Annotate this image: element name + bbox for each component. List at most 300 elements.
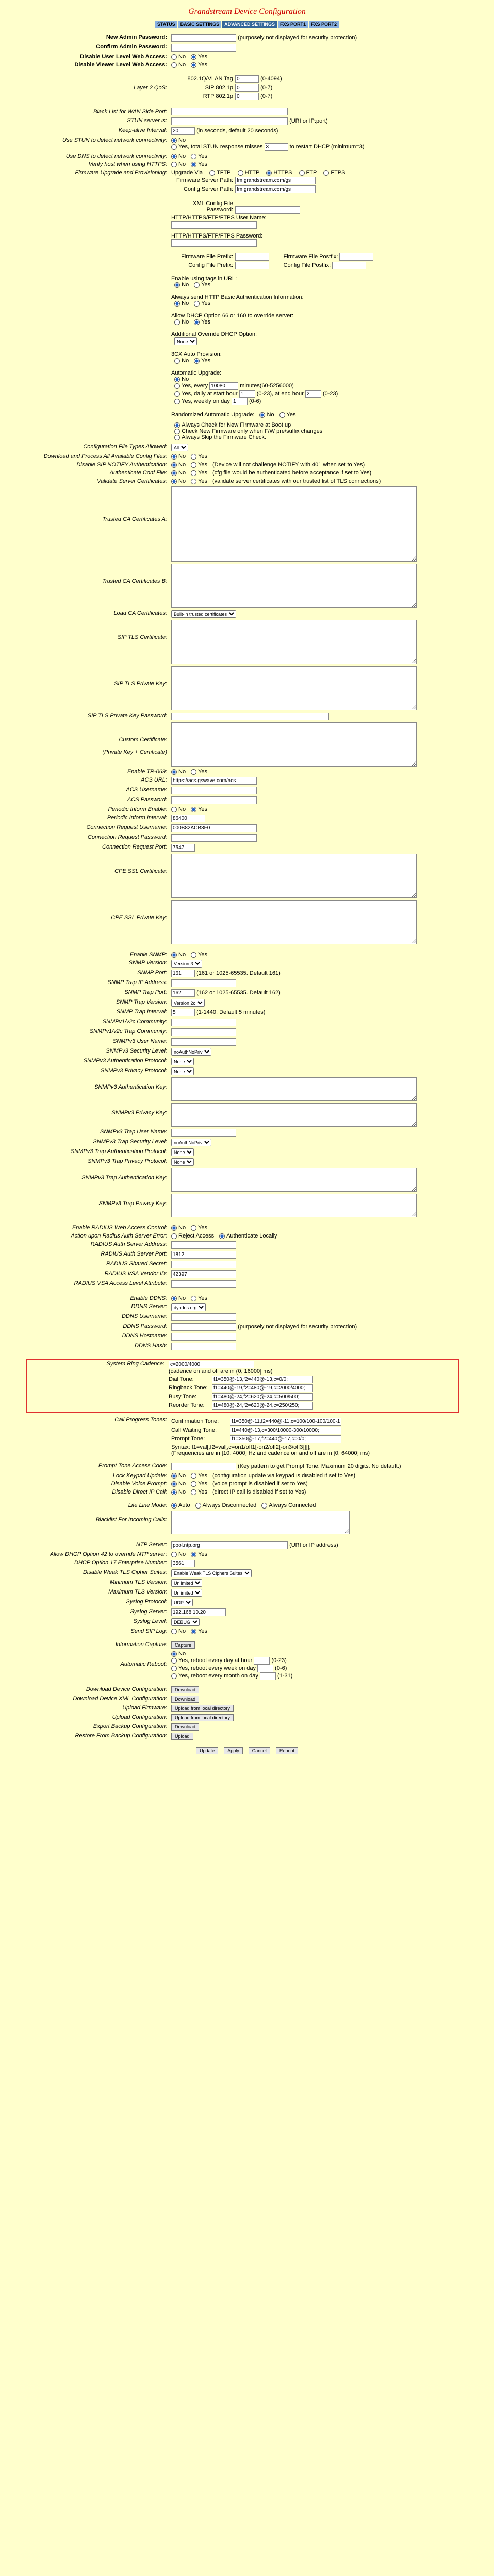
snmp-v3-sec-select[interactable] bbox=[171, 1048, 211, 1056]
snmp-trap-interval-input[interactable] bbox=[171, 1009, 195, 1016]
radio-yes[interactable] bbox=[191, 807, 196, 812]
label: Blacklist For Incoming Calls: bbox=[95, 1517, 167, 1523]
radio-reboot-daily[interactable] bbox=[171, 1658, 177, 1664]
conn-user-input[interactable] bbox=[171, 824, 257, 832]
radio-yes[interactable] bbox=[191, 470, 196, 476]
label: SNMP Trap IP Address: bbox=[107, 979, 167, 986]
snmp-v3-priv-key-textarea[interactable] bbox=[171, 1103, 417, 1127]
cpe-cert-textarea[interactable] bbox=[171, 854, 417, 898]
radio-no[interactable] bbox=[174, 358, 180, 364]
ring-cadence-section bbox=[26, 1359, 459, 1413]
stun-misses-input[interactable] bbox=[265, 143, 288, 151]
opt: No bbox=[178, 1551, 186, 1557]
label: Download and Process All Available Config Files: bbox=[43, 453, 167, 460]
label: Layer 2 QoS: bbox=[134, 84, 167, 91]
radio-no[interactable] bbox=[259, 412, 265, 418]
radio-yes[interactable] bbox=[194, 282, 200, 288]
radio-https[interactable] bbox=[266, 170, 272, 176]
prompt-tone-input[interactable] bbox=[230, 1435, 341, 1443]
blacklist-wan-input[interactable] bbox=[171, 108, 288, 115]
fw-postfix-input[interactable] bbox=[339, 253, 373, 261]
radio-no[interactable] bbox=[171, 54, 177, 60]
opt: Yes bbox=[198, 62, 208, 68]
snmp-v3-trap-auth-select[interactable] bbox=[171, 1148, 194, 1156]
radio-no[interactable] bbox=[171, 62, 177, 68]
nav-basic[interactable]: BASIC SETTINGS bbox=[178, 21, 222, 28]
radio-yes[interactable] bbox=[279, 412, 285, 418]
sip-tls-cert-textarea[interactable] bbox=[171, 620, 417, 664]
radio-no[interactable] bbox=[171, 162, 177, 167]
label: Verify host when using HTTPS: bbox=[88, 161, 167, 167]
radio-no[interactable] bbox=[171, 1629, 177, 1634]
settings-form-2 bbox=[10, 1416, 484, 1741]
radio-yes[interactable] bbox=[191, 1473, 196, 1479]
radio-check-change[interactable] bbox=[174, 429, 180, 434]
radio-reject[interactable] bbox=[171, 1233, 177, 1239]
radius-secret-input[interactable] bbox=[171, 1261, 236, 1268]
label: SNMPv3 Authentication Protocol: bbox=[83, 1058, 167, 1064]
upgrade-end-hour-input[interactable] bbox=[305, 390, 321, 398]
snmp-v3-user-input[interactable] bbox=[171, 1038, 236, 1046]
radio-no[interactable] bbox=[171, 1489, 177, 1495]
label: SNMPv3 Trap Authentication Protocol: bbox=[70, 1148, 167, 1155]
radio-reboot-weekly[interactable] bbox=[171, 1666, 177, 1671]
snmp-community-input[interactable] bbox=[171, 1019, 236, 1026]
reorder-tone-input[interactable] bbox=[212, 1402, 313, 1410]
opt: Yes bbox=[198, 1481, 208, 1487]
radio-ftp[interactable] bbox=[299, 170, 305, 176]
label: ACS URL: bbox=[141, 777, 167, 783]
radius-server-input[interactable] bbox=[171, 1241, 236, 1249]
label: 802.1Q/VLAN Tag bbox=[187, 76, 233, 82]
label: Keep-alive Interval: bbox=[118, 127, 167, 133]
opt: Always Disconnected bbox=[202, 1502, 257, 1509]
radius-vsa-attr-input[interactable] bbox=[171, 1280, 236, 1288]
nav-status[interactable]: STATUS bbox=[155, 21, 177, 28]
opt: Yes bbox=[201, 319, 211, 325]
dhcp17-input[interactable] bbox=[171, 1560, 195, 1567]
radio-no[interactable] bbox=[171, 1481, 177, 1487]
radio-http[interactable] bbox=[238, 170, 243, 176]
radio-weekly[interactable] bbox=[174, 399, 180, 404]
xml-password-input[interactable] bbox=[235, 206, 300, 214]
radio-yes[interactable] bbox=[191, 769, 196, 775]
radio-no[interactable] bbox=[174, 282, 180, 288]
opt: Yes bbox=[198, 806, 208, 812]
label: Randomized Automatic Upgrade: bbox=[171, 412, 255, 418]
label: Download Device XML Configuration: bbox=[73, 1696, 167, 1702]
radius-vsa-input[interactable] bbox=[171, 1270, 236, 1278]
ring-cadence-input[interactable] bbox=[169, 1361, 254, 1368]
label: Firmware File Postfix: bbox=[283, 253, 338, 260]
radio-yes[interactable] bbox=[191, 62, 196, 68]
label: XML Config File Password: bbox=[193, 200, 233, 213]
radio-no[interactable] bbox=[171, 154, 177, 159]
label: DDNS Username: bbox=[121, 1313, 167, 1319]
radio-yes[interactable] bbox=[191, 462, 196, 468]
label: Connection Request Username: bbox=[86, 824, 167, 831]
reboot-button[interactable]: Reboot bbox=[276, 1747, 298, 1754]
download-config-button[interactable]: Download bbox=[171, 1686, 199, 1693]
ddns-pass-input[interactable] bbox=[171, 1323, 236, 1331]
snmp-v3-priv-select[interactable] bbox=[171, 1067, 194, 1075]
dhcp-option-select[interactable] bbox=[174, 337, 197, 345]
radio-no[interactable] bbox=[171, 807, 177, 812]
opt: Check New Firmware only when F/W pre/suffix changes bbox=[182, 428, 323, 434]
label: System Ring Cadence: bbox=[106, 1361, 164, 1367]
radio-reboot-monthly[interactable] bbox=[171, 1673, 177, 1679]
label: Trusted CA Certificates A: bbox=[102, 516, 167, 522]
cfg-postfix-input[interactable] bbox=[332, 262, 366, 269]
snmp-trap-version-select[interactable] bbox=[171, 999, 205, 1007]
label: HTTP/HTTPS/FTP/FTPS User Name: bbox=[171, 215, 267, 221]
radio-no[interactable] bbox=[174, 377, 180, 382]
label: Config File Prefix: bbox=[188, 262, 233, 268]
snmp-v3-auth-select[interactable] bbox=[171, 1058, 194, 1065]
opt: Yes bbox=[198, 1489, 208, 1495]
radio-always-connected[interactable] bbox=[261, 1503, 267, 1509]
radio-no[interactable] bbox=[171, 1225, 177, 1231]
custom-cert-textarea[interactable] bbox=[171, 722, 417, 767]
label: Information Capture: bbox=[115, 1641, 167, 1648]
label: Automatic Upgrade: bbox=[171, 370, 222, 376]
label: Black List for WAN Side Port: bbox=[93, 109, 167, 115]
footer-buttons bbox=[10, 1741, 484, 1760]
ddns-user-input[interactable] bbox=[171, 1313, 236, 1321]
confirmation-tone-input[interactable] bbox=[230, 1418, 341, 1426]
restore-backup-button[interactable]: Upload bbox=[171, 1733, 193, 1740]
top-nav bbox=[10, 21, 484, 28]
apply-button[interactable]: Apply bbox=[224, 1747, 243, 1754]
label: SNMPv3 Privacy Protocol: bbox=[101, 1067, 167, 1074]
radio-local[interactable] bbox=[219, 1233, 225, 1239]
tls-max-select[interactable] bbox=[171, 1589, 202, 1597]
note: (purposely not displayed for security protection) bbox=[238, 1324, 357, 1330]
radio-yes[interactable] bbox=[191, 454, 196, 460]
opt: No bbox=[182, 282, 189, 288]
opt: Yes bbox=[198, 1472, 208, 1479]
opt: Yes bbox=[198, 153, 208, 159]
radio-no[interactable] bbox=[171, 138, 177, 143]
radio-yes[interactable] bbox=[194, 301, 200, 307]
snmp-v3-trap-priv-select[interactable] bbox=[171, 1158, 194, 1166]
opt: Always Skip the Firmware Check. bbox=[182, 434, 266, 440]
opt: Yes bbox=[198, 54, 208, 60]
radio-yes[interactable] bbox=[191, 1225, 196, 1231]
cpe-key-textarea[interactable] bbox=[171, 900, 417, 944]
label: Busy Tone: bbox=[169, 1394, 197, 1400]
opt: No bbox=[178, 62, 186, 68]
note: (162 or 1025-65535. Default 162) bbox=[196, 990, 281, 996]
ddns-server-select[interactable] bbox=[171, 1303, 206, 1311]
syslog-protocol-select[interactable] bbox=[171, 1599, 193, 1606]
label: Action upon Radius Auth Server Error: bbox=[71, 1233, 167, 1239]
radio-yes[interactable] bbox=[191, 1552, 196, 1557]
radio-yes[interactable] bbox=[191, 54, 196, 60]
radio-auto[interactable] bbox=[171, 1503, 177, 1509]
label: Upgrade Via bbox=[171, 170, 203, 176]
opt: Yes bbox=[286, 412, 296, 418]
label: Enable TR-069: bbox=[127, 769, 167, 775]
note: (direct IP call is disabled if set to Yes) bbox=[212, 1489, 306, 1495]
label: SNMPv3 Privacy Key: bbox=[111, 1110, 167, 1116]
note: (Frequencies are in [10, 4000] Hz and cadence on and off are in [0, 64000] ms) bbox=[171, 1450, 370, 1456]
reboot-hour-input[interactable] bbox=[254, 1657, 270, 1665]
opt: No bbox=[178, 1651, 186, 1657]
label: Firmware Server Path: bbox=[176, 177, 233, 183]
note: (configuration update via keypad is disabled if set to Yes) bbox=[212, 1472, 356, 1479]
http-pass-input[interactable] bbox=[171, 239, 257, 247]
label: Connection Request Port: bbox=[102, 844, 167, 850]
radio-no[interactable] bbox=[171, 1651, 177, 1657]
label: CPE SSL Private Key: bbox=[111, 914, 167, 921]
opt: No bbox=[178, 453, 186, 460]
label: CPE SSL Certificate: bbox=[114, 868, 167, 874]
radio-tftp[interactable] bbox=[209, 170, 215, 176]
note: (validate server certificates with our trusted list of TLS connections) bbox=[212, 478, 381, 484]
opt: No bbox=[178, 1295, 186, 1301]
label: Config Server Path: bbox=[184, 186, 233, 192]
label: Send SIP Log: bbox=[130, 1628, 167, 1634]
snmp-v3-auth-key-textarea[interactable] bbox=[171, 1077, 417, 1101]
label: Connection Request Password: bbox=[87, 834, 167, 840]
label: SNMP Port: bbox=[137, 970, 167, 976]
note: Syntax: f1=val[,f2=val[,c=on1/off1[-on2/off2[-on3/off3]]]]; bbox=[171, 1444, 311, 1450]
label: SNMPv3 Trap Authentication Key: bbox=[81, 1175, 167, 1181]
snmp-trap-community-input[interactable] bbox=[171, 1028, 236, 1036]
update-button[interactable]: Update bbox=[196, 1747, 218, 1754]
radio-yes[interactable] bbox=[191, 952, 196, 958]
opt: No bbox=[178, 1225, 186, 1231]
label: Custom Certificate: bbox=[119, 737, 167, 743]
label: DDNS Password: bbox=[123, 1323, 167, 1329]
export-backup-button[interactable]: Download bbox=[171, 1723, 199, 1731]
snmp-v3-trap-auth-key-textarea[interactable] bbox=[171, 1168, 417, 1192]
stun-server-input[interactable] bbox=[171, 117, 288, 125]
note: (purposely not displayed for security protection) bbox=[238, 35, 357, 41]
opt: Yes, daily at start hour bbox=[182, 391, 238, 397]
radio-daily[interactable] bbox=[174, 391, 180, 397]
radio-no[interactable] bbox=[171, 479, 177, 484]
sip-8021p-input[interactable] bbox=[235, 84, 259, 92]
label: Upload Configuration: bbox=[112, 1714, 167, 1720]
ddns-hash-input[interactable] bbox=[171, 1343, 236, 1350]
label: Enable RADIUS Web Access Control: bbox=[72, 1225, 167, 1231]
syslog-server-input[interactable] bbox=[171, 1608, 226, 1616]
radio-ftps[interactable] bbox=[323, 170, 329, 176]
reboot-weekday-input[interactable] bbox=[257, 1665, 273, 1672]
label: Firmware Upgrade and Provisioning: bbox=[75, 170, 167, 176]
snmp-v3-trap-sec-select[interactable] bbox=[171, 1139, 211, 1146]
opt: Yes bbox=[198, 1628, 208, 1634]
label: Always send HTTP Basic Authentication Information: bbox=[171, 294, 304, 300]
radio-yes[interactable] bbox=[191, 154, 196, 159]
label: Upload Firmware: bbox=[122, 1705, 167, 1711]
confirm-admin-password-input[interactable] bbox=[171, 44, 236, 52]
admin-password-input[interactable] bbox=[171, 34, 236, 42]
label: Use DNS to detect network connectivity: bbox=[65, 153, 167, 159]
radio-no[interactable] bbox=[174, 319, 180, 325]
radio-yes[interactable] bbox=[194, 319, 200, 325]
config-server-input[interactable] bbox=[235, 185, 316, 193]
upgrade-minutes-input[interactable] bbox=[209, 382, 238, 390]
ringback-tone-input[interactable] bbox=[212, 1384, 313, 1392]
opt: Reject Access bbox=[178, 1233, 215, 1239]
call-waiting-tone-input[interactable] bbox=[230, 1427, 341, 1434]
nav-fxs1[interactable]: FXS PORT1 bbox=[278, 21, 308, 28]
snmp-trap-port-input[interactable] bbox=[171, 989, 195, 997]
radio-no[interactable] bbox=[174, 301, 180, 307]
label: SNMPv1/v2c Community: bbox=[102, 1019, 167, 1025]
nav-advanced[interactable]: ADVANCED SETTINGS bbox=[222, 21, 277, 28]
sip-tls-pass-input[interactable] bbox=[171, 713, 329, 720]
radio-yes[interactable] bbox=[191, 1296, 196, 1301]
note: (1-1440. Default 5 minutes) bbox=[196, 1009, 266, 1015]
radio-yes[interactable] bbox=[191, 1489, 196, 1495]
radio-yes[interactable] bbox=[191, 479, 196, 484]
note: (voice prompt is disabled if set to Yes) bbox=[212, 1481, 308, 1487]
label: Disable User Level Web Access: bbox=[80, 54, 167, 60]
cfg-prefix-input[interactable] bbox=[235, 262, 269, 269]
sip-tls-key-textarea[interactable] bbox=[171, 666, 417, 710]
opt: Yes bbox=[198, 769, 208, 775]
note: minutes(60-5256000) bbox=[240, 383, 294, 389]
snmp-version-select[interactable] bbox=[171, 960, 202, 968]
radio-yes[interactable] bbox=[171, 144, 177, 150]
capture-button[interactable]: Capture bbox=[171, 1641, 195, 1649]
radio-check-boot[interactable] bbox=[174, 422, 180, 428]
blacklist-calls-textarea[interactable] bbox=[171, 1511, 350, 1534]
opt: FTPS bbox=[331, 170, 345, 176]
label: Enable SNMP: bbox=[129, 952, 167, 958]
config-types-select[interactable] bbox=[171, 444, 188, 451]
radio-no[interactable] bbox=[171, 454, 177, 460]
http-user-input[interactable] bbox=[171, 221, 257, 229]
trusted-ca-a-textarea[interactable] bbox=[171, 486, 417, 562]
opt: Yes bbox=[198, 161, 208, 167]
label: Maximum TLS Version: bbox=[108, 1589, 167, 1595]
conn-port-input[interactable] bbox=[171, 844, 195, 852]
radio-no[interactable] bbox=[171, 952, 177, 958]
label: Dial Tone: bbox=[169, 1376, 194, 1382]
opt: Yes bbox=[198, 1225, 208, 1231]
reboot-monthday-input[interactable] bbox=[260, 1672, 276, 1680]
label: Export Backup Configuration: bbox=[93, 1723, 167, 1730]
dial-tone-input[interactable] bbox=[212, 1376, 313, 1383]
radio-always-disconnected[interactable] bbox=[195, 1503, 201, 1509]
label: New Admin Password: bbox=[106, 34, 167, 40]
tls-cipher-select[interactable] bbox=[171, 1569, 252, 1577]
opt: No bbox=[178, 478, 186, 484]
upload-config-button[interactable]: Upload from local directory bbox=[171, 1714, 234, 1721]
label: Validate Server Certificates: bbox=[97, 478, 167, 484]
radius-port-input[interactable] bbox=[171, 1251, 236, 1259]
rtp-8021p-input[interactable] bbox=[235, 93, 259, 100]
opt: Yes bbox=[198, 470, 208, 476]
ddns-host-input[interactable] bbox=[171, 1333, 236, 1341]
label: SNMPv3 Authentication Key: bbox=[94, 1084, 167, 1090]
note: (161 or 1025-65535. Default 161) bbox=[196, 970, 281, 976]
opt: Yes, every bbox=[182, 383, 208, 389]
label: RADIUS VSA Access Level Attribute: bbox=[74, 1280, 167, 1286]
note: (0-23) bbox=[271, 1657, 287, 1664]
syslog-level-select[interactable] bbox=[171, 1618, 200, 1626]
load-ca-select[interactable] bbox=[171, 610, 236, 618]
note: (URI or IP address) bbox=[289, 1542, 338, 1548]
tls-min-select[interactable] bbox=[171, 1579, 202, 1587]
label: DHCP Option 17 Enterprise Number: bbox=[74, 1560, 167, 1566]
label: SNMP Version: bbox=[128, 960, 167, 966]
radio-no[interactable] bbox=[171, 1473, 177, 1479]
radio-no[interactable] bbox=[171, 1552, 177, 1557]
radio-yes[interactable] bbox=[191, 1481, 196, 1487]
label: Syslog Protocol: bbox=[126, 1599, 167, 1605]
busy-tone-input[interactable] bbox=[212, 1393, 313, 1401]
upgrade-day-input[interactable] bbox=[232, 398, 248, 405]
radio-yes[interactable] bbox=[191, 1629, 196, 1634]
note: (cadence on and off are in (0, 16000] ms) bbox=[169, 1368, 273, 1375]
label: Reorder Tone: bbox=[169, 1402, 205, 1409]
conn-pass-input[interactable] bbox=[171, 834, 257, 842]
radio-no[interactable] bbox=[171, 462, 177, 468]
radio-no[interactable] bbox=[171, 1296, 177, 1301]
inform-interval-input[interactable] bbox=[171, 815, 205, 822]
radio-no[interactable] bbox=[171, 470, 177, 476]
acs-pass-input[interactable] bbox=[171, 796, 257, 804]
radio-yes[interactable] bbox=[191, 162, 196, 167]
acs-url-input[interactable] bbox=[171, 777, 257, 785]
opt: Yes bbox=[201, 300, 211, 307]
snmp-v3-trap-priv-key-textarea[interactable] bbox=[171, 1194, 417, 1217]
opt: Yes bbox=[198, 478, 208, 484]
note: (cfg file would be authenticated before acceptance if set to Yes) bbox=[212, 470, 372, 476]
opt: Yes bbox=[198, 952, 208, 958]
ntp-server-input[interactable] bbox=[171, 1541, 288, 1549]
fw-prefix-input[interactable] bbox=[235, 253, 269, 261]
radio-no[interactable] bbox=[171, 769, 177, 775]
snmp-trap-ip-input[interactable] bbox=[171, 979, 236, 987]
upgrade-start-hour-input[interactable] bbox=[239, 390, 255, 398]
keepalive-input[interactable] bbox=[171, 127, 195, 135]
label: RADIUS VSA Vendor ID: bbox=[104, 1270, 167, 1277]
radio-every[interactable] bbox=[174, 383, 180, 389]
radio-skip-check[interactable] bbox=[174, 435, 180, 440]
acs-user-input[interactable] bbox=[171, 787, 257, 794]
label: Syslog Level: bbox=[133, 1618, 167, 1624]
upload-firmware-button[interactable]: Upload from local directory bbox=[171, 1705, 234, 1712]
opt: Yes, reboot every month on day bbox=[178, 1673, 258, 1679]
vlan-tag-input[interactable] bbox=[235, 75, 259, 83]
label: Confirm Admin Password: bbox=[96, 44, 167, 50]
download-xml-button[interactable]: Download bbox=[171, 1696, 199, 1703]
opt: No bbox=[267, 412, 274, 418]
snmp-port-input[interactable] bbox=[171, 970, 195, 977]
radio-yes[interactable] bbox=[194, 358, 200, 364]
opt: Always Connected bbox=[269, 1502, 316, 1509]
prompt-access-input[interactable] bbox=[171, 1463, 236, 1470]
cancel-button[interactable]: Cancel bbox=[249, 1747, 270, 1754]
label: Confirmation Tone: bbox=[171, 1418, 219, 1425]
note: (URI or IP:port) bbox=[289, 118, 328, 124]
label: Periodic Inform Interval: bbox=[107, 815, 167, 821]
label: 3CX Auto Provision: bbox=[171, 351, 222, 358]
nav-fxs2[interactable]: FXS PORT2 bbox=[309, 21, 339, 28]
firmware-server-input[interactable] bbox=[235, 177, 316, 184]
label: SNMPv3 Trap User Name: bbox=[100, 1129, 167, 1135]
snmp-v3-trap-user-input[interactable] bbox=[171, 1129, 236, 1137]
trusted-ca-b-textarea[interactable] bbox=[171, 564, 417, 608]
opt: Yes, reboot every week on day bbox=[178, 1665, 256, 1671]
